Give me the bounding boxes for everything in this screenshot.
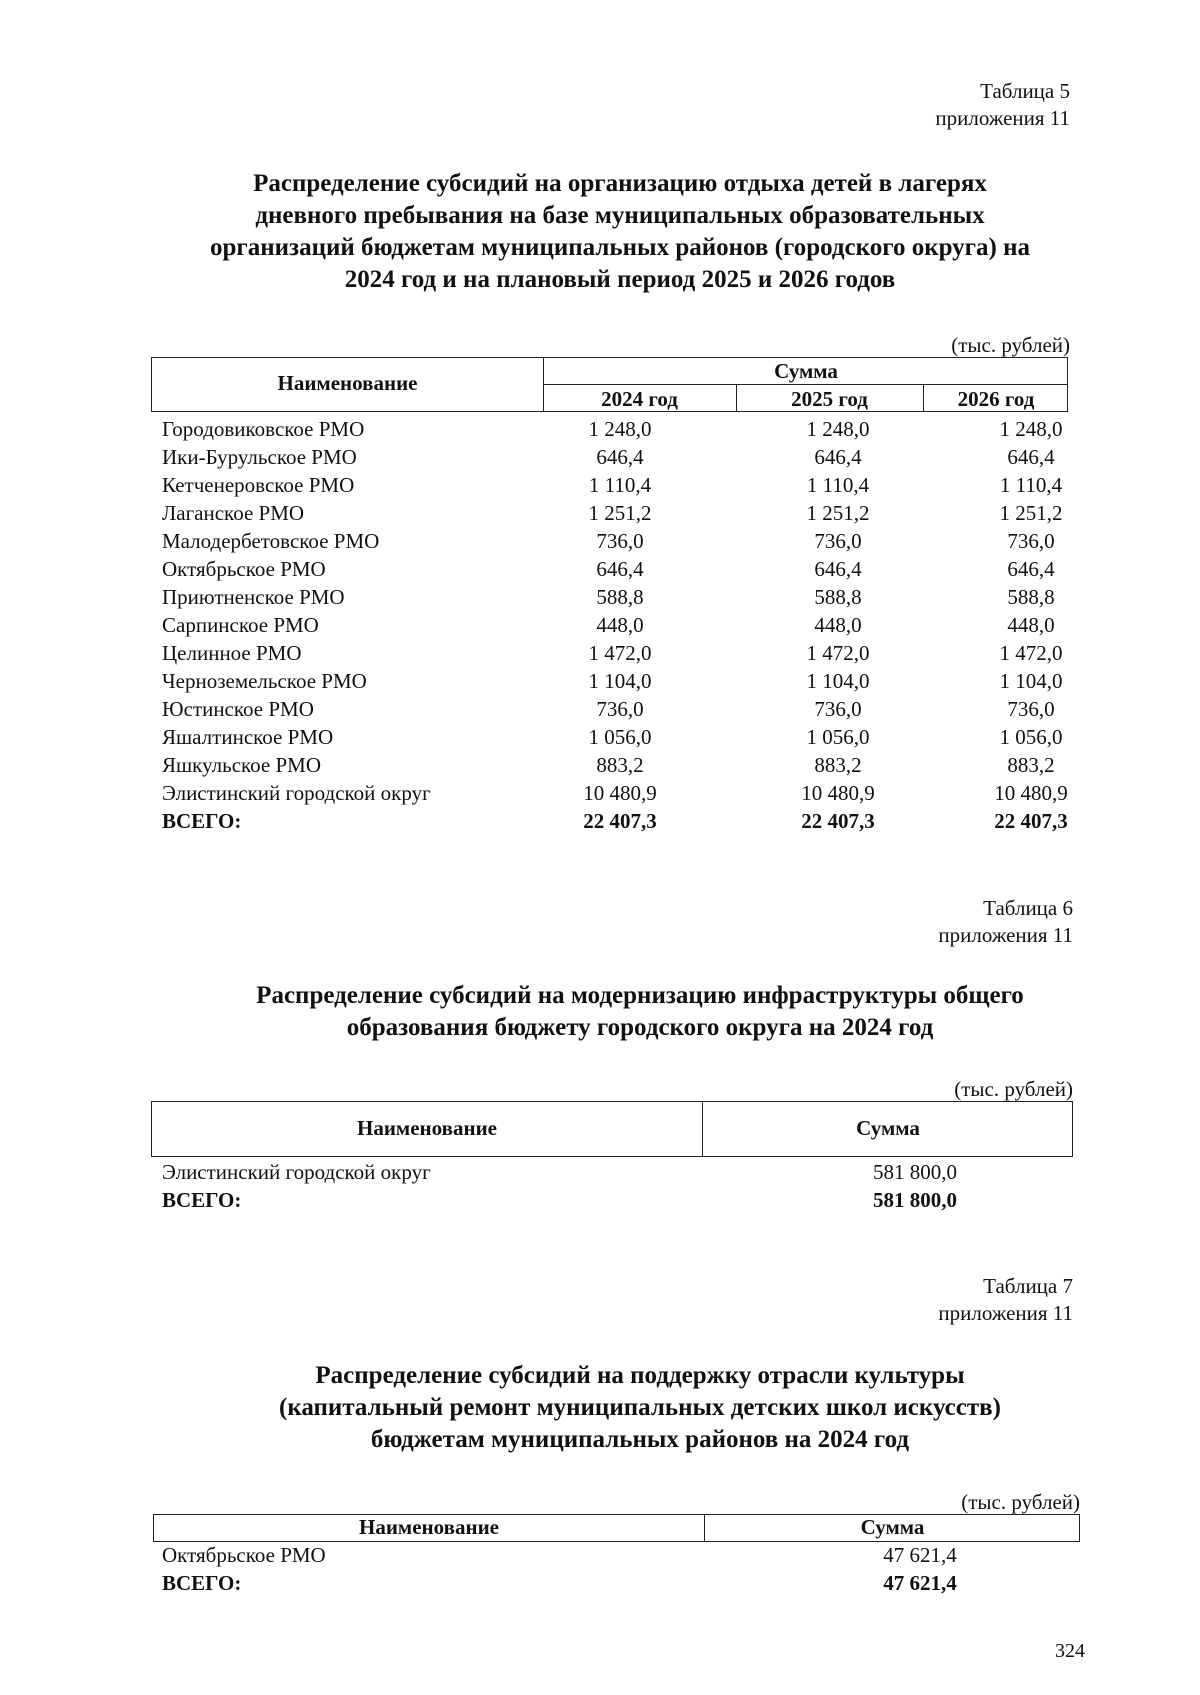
table6-header	[151, 1101, 1073, 1157]
total-value-2026: 22 407,3	[994, 809, 1068, 833]
row-name: Городовиковское РМО	[162, 417, 365, 441]
row-value-2024: 1 104,0	[588, 669, 652, 693]
row-value-2025: 736,0	[814, 697, 862, 721]
row-value-2025: 448,0	[814, 613, 862, 637]
table6-title	[170, 980, 1110, 1044]
row-value-2024: 448,0	[596, 613, 644, 637]
row-value-2026: 1 251,2	[999, 501, 1063, 525]
table6-caption-number: Таблица 6	[983, 896, 1073, 920]
table5-header-sum: Сумма	[774, 359, 838, 383]
total-label: ВСЕГО:	[162, 1188, 242, 1212]
table5-caption-number: Таблица 5	[980, 79, 1070, 103]
table7-body	[0, 1541, 1200, 1601]
row-value-2024: 1 110,4	[588, 473, 652, 497]
row-value-2025: 646,4	[814, 557, 862, 581]
row-value-2024: 1 056,0	[588, 725, 652, 749]
row-name: Лаганское РМО	[162, 501, 305, 525]
table7-caption-appendix: приложения 11	[938, 1301, 1073, 1325]
total-label: ВСЕГО:	[162, 809, 242, 833]
row-value-2024: 1 251,2	[588, 501, 652, 525]
row-value-2026: 1 472,0	[999, 641, 1063, 665]
table5-header-year-2026: 2026 год	[957, 387, 1035, 411]
row-value-2025: 10 480,9	[801, 781, 875, 805]
table5-caption	[935, 78, 1070, 132]
table6-title-line: образования бюджету городского округа на 2024 год	[346, 1014, 934, 1041]
table6-header-name: Наименование	[357, 1116, 497, 1140]
row-value-2025: 1 251,2	[806, 501, 870, 525]
row-value-2025: 736,0	[814, 529, 862, 553]
row-value-2025: 588,8	[814, 585, 862, 609]
table7-caption	[938, 1273, 1073, 1327]
row-value: 581 800,0	[873, 1160, 957, 1184]
row-value-2025: 1 472,0	[806, 641, 870, 665]
row-value-2024: 1 472,0	[588, 641, 652, 665]
table5-title	[150, 168, 1090, 296]
total-value: 47 621,4	[883, 1571, 957, 1595]
table5-header-name: Наименование	[277, 371, 418, 395]
row-name: Элистинский городской округ	[162, 781, 431, 805]
table7-header-sum: Сумма	[860, 1515, 925, 1539]
table5-header-year-2024: 2024 год	[601, 387, 678, 411]
row-value-2024: 736,0	[596, 529, 644, 553]
total-label: ВСЕГО:	[162, 1571, 242, 1595]
row-value-2026: 883,2	[1007, 753, 1055, 777]
total-value-2024: 22 407,3	[583, 809, 657, 833]
table5-title-line: организаций бюджетам муниципальных районов (городского округа) на	[209, 234, 1031, 261]
row-name: Юстинское РМО	[162, 697, 314, 721]
row-value-2026: 1 104,0	[999, 669, 1063, 693]
row-name: Приютненское РМО	[162, 585, 345, 609]
row-value-2026: 448,0	[1007, 613, 1055, 637]
row-value-2025: 1 110,4	[806, 473, 870, 497]
table7-title-line: (капитальный ремонт муниципальных детских школ искусств)	[279, 1394, 1001, 1421]
row-value-2025: 1 104,0	[806, 669, 870, 693]
total-value-2025: 22 407,3	[801, 809, 875, 833]
row-value-2025: 883,2	[814, 753, 862, 777]
table5-title-line: дневного пребывания на базе муниципальных образовательных	[255, 202, 985, 229]
total-value: 581 800,0	[873, 1188, 957, 1212]
table5-title-line: Распределение субсидий на организацию отдыха детей в лагерях	[253, 170, 987, 197]
table7-caption-number: Таблица 7	[983, 1274, 1073, 1298]
row-value-2025: 1 056,0	[806, 725, 870, 749]
row-value-2026: 646,4	[1007, 445, 1055, 469]
row-value-2024: 588,8	[596, 585, 644, 609]
row-name: Яшкульское РМО	[162, 753, 322, 777]
table5-header-subdivider	[543, 384, 1067, 385]
row-name: Элистинский городской округ	[162, 1160, 431, 1184]
table7-header-name: Наименование	[359, 1515, 499, 1539]
table6-caption-appendix: приложения 11	[938, 923, 1073, 947]
row-value-2026: 10 480,9	[994, 781, 1068, 805]
table7-header	[153, 1514, 1080, 1542]
row-name: Сарпинское РМО	[162, 613, 319, 637]
table5-title-line: 2024 год и на плановый период 2025 и 2026 годов	[344, 266, 896, 293]
table5-header-year-2025: 2025 год	[791, 387, 868, 411]
table7-title-line: бюджетам муниципальных районов на 2024 год	[370, 1426, 910, 1453]
table6-title-line: Распределение субсидий на модернизацию инфраструктуры общего	[256, 982, 1024, 1009]
row-value-2026: 736,0	[1007, 529, 1055, 553]
table7-unit: (тыс. рублей)	[961, 1490, 1080, 1514]
row-name: Ики-Бурульское РМО	[162, 445, 357, 469]
row-name: Целинное РМО	[162, 641, 302, 665]
row-name: Октябрьское РМО	[162, 1543, 326, 1567]
row-value-2025: 646,4	[814, 445, 862, 469]
row-name: Октябрьское РМО	[162, 557, 326, 581]
row-value-2026: 736,0	[1007, 697, 1055, 721]
table6-header-sum: Сумма	[856, 1116, 920, 1140]
row-value: 47 621,4	[883, 1543, 957, 1567]
row-name: Малодербетовское РМО	[162, 529, 380, 553]
table5-caption-appendix: приложения 11	[935, 106, 1070, 130]
table5-body	[0, 415, 1200, 835]
row-value-2026: 646,4	[1007, 557, 1055, 581]
row-value-2024: 10 480,9	[583, 781, 657, 805]
row-value-2025: 1 248,0	[806, 417, 870, 441]
table5-header	[151, 357, 1068, 412]
table7-title-line: Распределение субсидий на поддержку отрасли культуры	[315, 1362, 965, 1389]
table7-title	[170, 1360, 1110, 1456]
row-value-2026: 1 248,0	[999, 417, 1063, 441]
row-value-2024: 646,4	[596, 557, 644, 581]
row-name: Черноземельское РМО	[162, 669, 367, 693]
page-number: 324	[1055, 1640, 1085, 1662]
table6-caption	[938, 895, 1073, 949]
row-value-2024: 1 248,0	[588, 417, 652, 441]
row-name: Яшалтинское РМО	[162, 725, 334, 749]
row-value-2024: 736,0	[596, 697, 644, 721]
table5-unit: (тыс. рублей)	[951, 333, 1070, 357]
table6-unit: (тыс. рублей)	[954, 1077, 1073, 1101]
table6-body	[0, 1158, 1200, 1218]
row-value-2026: 1 110,4	[999, 473, 1063, 497]
row-value-2024: 883,2	[596, 753, 644, 777]
row-value-2026: 588,8	[1007, 585, 1055, 609]
row-name: Кетченеровское РМО	[162, 473, 355, 497]
row-value-2026: 1 056,0	[999, 725, 1063, 749]
row-value-2024: 646,4	[596, 445, 644, 469]
